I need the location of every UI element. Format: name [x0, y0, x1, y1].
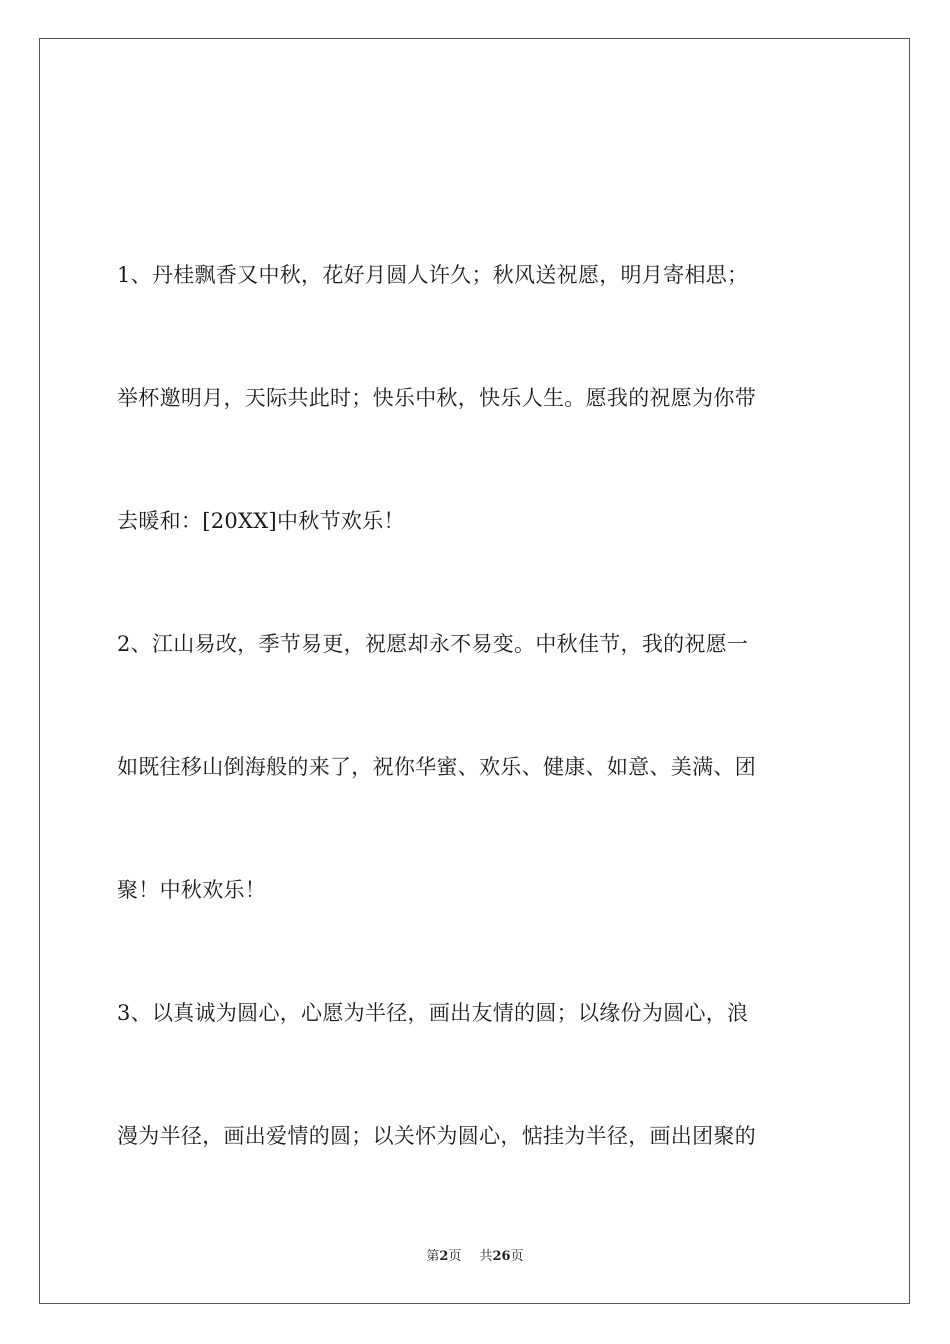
- page-footer: [0, 1248, 950, 1266]
- text-line-1: 1、丹桂飘香又中秋，花好月圆人许久；秋风送祝愿，明月寄相思；: [117, 263, 749, 287]
- total-prefix: 共: [479, 1249, 493, 1264]
- page-suffix: 页: [448, 1249, 462, 1264]
- total-suffix: 页: [510, 1249, 524, 1264]
- total-pages-number: 26: [492, 1249, 511, 1264]
- page-border: [39, 38, 910, 1304]
- text-line-3: 去暖和：[20XX]中秋节欢乐！: [117, 509, 405, 533]
- text-line-6: 聚！中秋欢乐！: [117, 878, 267, 902]
- page-prefix: 第: [426, 1249, 440, 1264]
- text-line-4: 2、江山易改，季节易更，祝愿却永不易变。中秋佳节，我的祝愿一: [117, 632, 749, 656]
- text-line-5: 如既往移山倒海般的来了，祝你华蜜、欢乐、健康、如意、美满、团: [117, 755, 756, 779]
- text-line-7: 3、以真诚为圆心，心愿为半径，画出友情的圆；以缘份为圆心，浪: [117, 1001, 749, 1025]
- current-page-number: 2: [439, 1249, 449, 1264]
- text-line-8: 漫为半径，画出爱情的圆；以关怀为圆心，惦挂为半径，画出团聚的: [117, 1124, 756, 1148]
- text-line-2: 举杯邀明月，天际共此时；快乐中秋，快乐人生。愿我的祝愿为你带: [117, 386, 756, 410]
